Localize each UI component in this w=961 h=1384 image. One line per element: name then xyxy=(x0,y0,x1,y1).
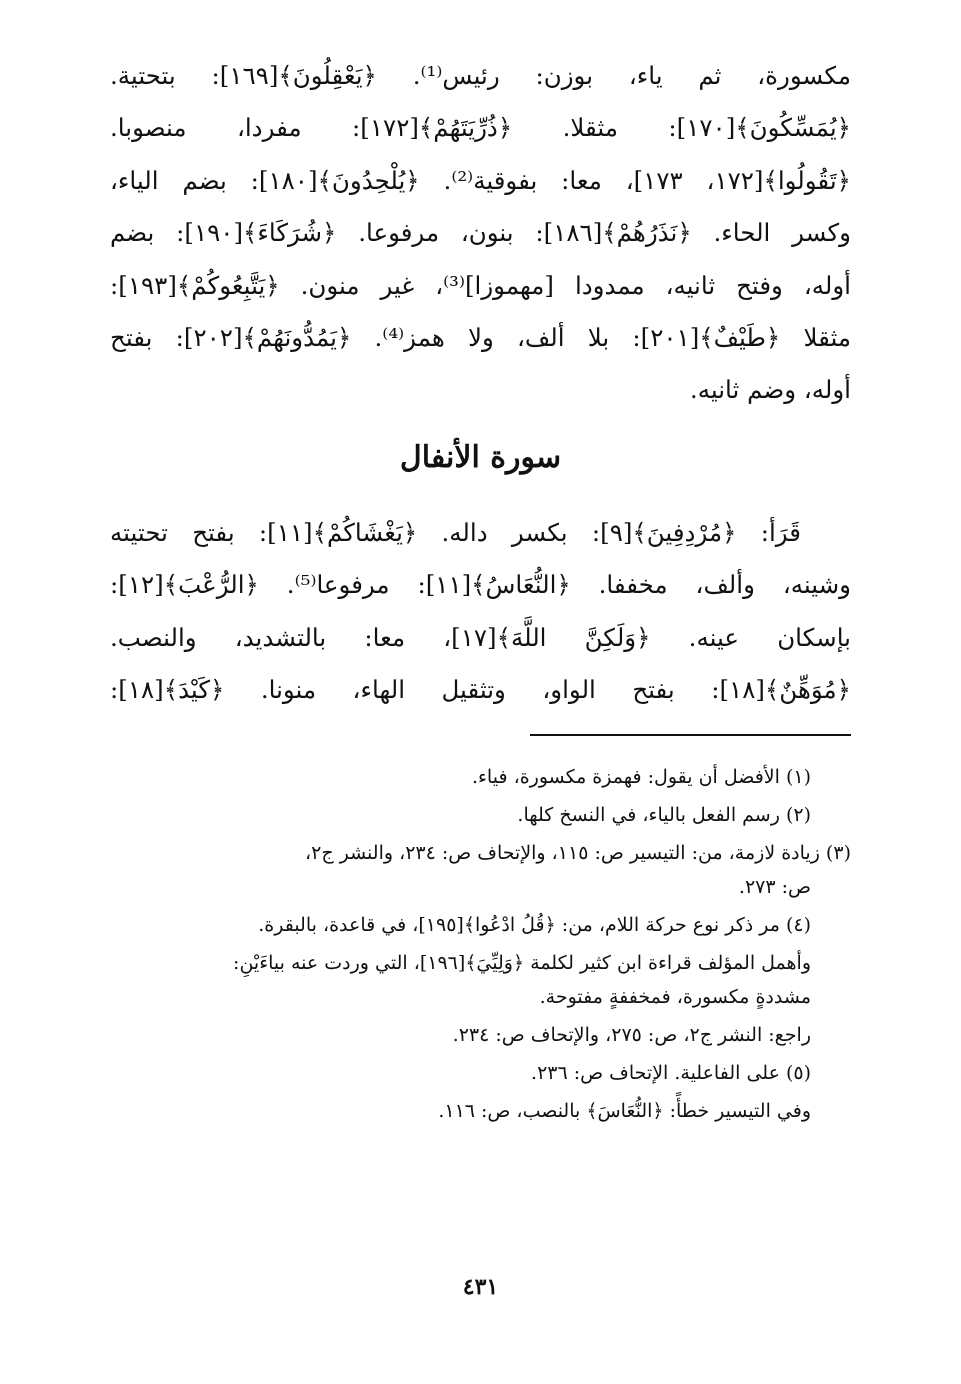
text-line: أوله، وضم ثانيه. xyxy=(689,375,851,405)
text-line: مكسورة، ثم ياء، بوزن: رئيس⁽¹⁾. ﴿يَعْقِلُونَ﴾[١٦٩]: بتحتية. xyxy=(110,61,851,90)
footnotes xyxy=(110,758,851,1130)
text-line: ﴿مُوَهِّنٌ﴾[١٨]: بفتح الواو، وتثقيل الهاء، منونا. ﴿كَيْدَ﴾[١٨]: xyxy=(110,674,851,704)
footnote-5: (٥) على الفاعلية. الإتحاف ص: ٢٣٦. xyxy=(531,1062,811,1085)
footnote-5-remark: وفي التيسير خطأً: ﴿النُّعَاسَ﴾ بالنصب، ص: ١١٦. xyxy=(438,1100,811,1123)
text-line: ﴿يُمَسِّكُونَ﴾[١٧٠]: مثقلا. ﴿ذُرِّيَتَهُمْ﴾[١٧٢]: مفردا، منصوبا. xyxy=(110,113,851,143)
footnote-3-continued: ص: ٢٧٣. xyxy=(738,876,811,899)
footnote-4-reference: راجع: النشر ج٢، ص: ٢٧٥، والإتحاف ص: ٢٣٤. xyxy=(452,1024,811,1047)
footnote-3: (٣) زيادة لازمة، من: التيسير ص: ١١٥، والإتحاف ص: ٢٣٤، والنشر ج٢، xyxy=(304,842,851,865)
footnote-divider xyxy=(530,734,851,736)
footnote-1: (١) الأفضل أن يقول: فهمزة مكسورة، فياء. xyxy=(471,766,811,789)
text-line: ﴿تَقُولُوا﴾[١٧٢، ١٧٣]، معا: بفوقية⁽²⁾. ﴿يُلْحِدُونَ﴾[١٨٠]: بضم الياء، xyxy=(110,165,851,195)
commentary-paragraph xyxy=(110,50,851,417)
page-number: ٤٣١ xyxy=(462,1274,499,1300)
text-line: بإسكان عينه. ﴿وَلَكِنَّ اللَّهَ﴾[١٧]، معا: بالتشديد، والنصب. xyxy=(110,622,851,652)
text-line: وكسر الحاء. ﴿نَذَرُهُمْ﴾[١٨٦]: بنون، مرفوعا. ﴿شُرَكَاءَ﴾[١٩٠]: بضم xyxy=(110,218,851,248)
text-line: أوله، وفتح ثانيه، ممدودا [مهموزا]⁽³⁾، غير منون. ﴿يَتَّبِعُوكُمْ﴾[١٩٣]: xyxy=(110,270,851,300)
page-content xyxy=(110,50,851,1130)
surah-heading: سورة الأنفال xyxy=(399,439,562,475)
footnote-4: (٤) مر ذكر نوع حركة اللام، من: ﴿قُلُ ادْعُوا﴾[١٩٥]، في قاعدة، بالبقرة. xyxy=(258,914,811,937)
footnote-2: (٢) رسم الفعل بالياء، في النسخ كلها. xyxy=(517,804,811,827)
footnote-4-remark-continued: مشددةٍ مكسورة، فمخففةٍ مفتوحة. xyxy=(539,986,811,1009)
text-line: مثقلا ﴿طَيْفٌ﴾[٢٠١]: بلا ألف، ولا همز⁽⁴⁾. ﴿يَمُدُّونَهُمْ﴾[٢٠٢]: بفتح xyxy=(110,322,851,352)
surah-paragraph xyxy=(110,507,851,717)
text-line: وشينه، وألف، مخففا. ﴿النُّعَاسُ﴾[١١]: مرفوعا⁽⁵⁾. ﴿الرُّعْبَ﴾[١٢]: xyxy=(110,570,851,600)
text-line: قَرَأ: ﴿مُرْدِفِينَ﴾[٩]: بكسر داله. ﴿يَغْشَاكُمْ﴾[١١]: بفتح تحتيته xyxy=(110,517,801,547)
footnote-4-remark: وأهمل المؤلف قراءة ابن كثير لكلمة ﴿وَلِيِّيَ﴾[١٩٦]، التي وردت عنه بياءَيْنِ: xyxy=(233,952,811,975)
